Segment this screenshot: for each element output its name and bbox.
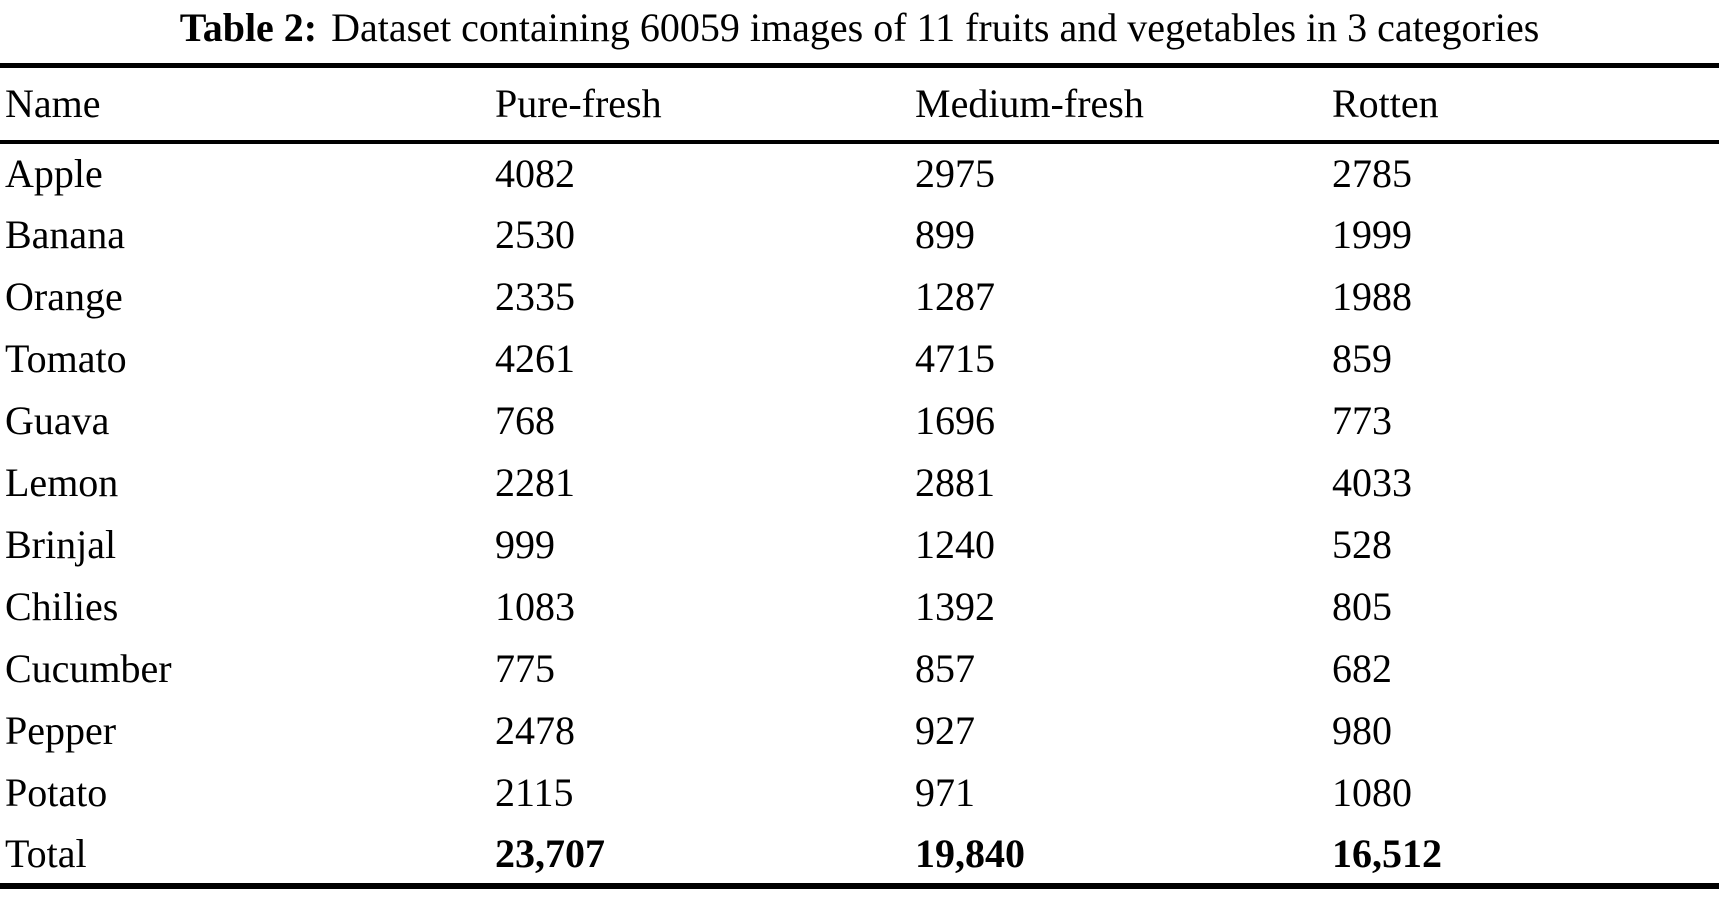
cell-medium-fresh: 1392	[915, 584, 995, 629]
cell-rotten: 1080	[1332, 770, 1412, 815]
cell-rotten: 805	[1332, 584, 1392, 629]
cell-name: Apple	[5, 151, 103, 196]
column-header-name: Name	[5, 81, 101, 127]
cell-medium-fresh: 1696	[915, 398, 995, 443]
cell-medium-fresh: 2881	[915, 460, 995, 505]
cell-medium-fresh: 971	[915, 770, 975, 815]
cell-medium-fresh: 899	[915, 212, 975, 257]
cell-medium-fresh: 1240	[915, 522, 995, 567]
table-row	[0, 762, 1719, 824]
cell-pure-fresh: 999	[495, 522, 555, 567]
total-rotten: 16,512	[1332, 830, 1442, 876]
table-row	[0, 204, 1719, 266]
table-row	[0, 514, 1719, 576]
cell-medium-fresh: 927	[915, 708, 975, 753]
cell-medium-fresh: 857	[915, 646, 975, 691]
cell-rotten: 682	[1332, 646, 1392, 691]
cell-name: Tomato	[5, 336, 127, 381]
cell-rotten: 4033	[1332, 460, 1412, 505]
cell-pure-fresh: 768	[495, 398, 555, 443]
total-label: Total	[5, 830, 87, 876]
cell-pure-fresh: 2335	[495, 274, 575, 319]
cell-rotten: 1988	[1332, 274, 1412, 319]
table-header-row	[0, 66, 1719, 142]
cell-medium-fresh: 4715	[915, 336, 995, 381]
cell-rotten: 528	[1332, 522, 1392, 567]
cell-name: Orange	[5, 274, 123, 319]
cell-pure-fresh: 2478	[495, 708, 575, 753]
table-row	[0, 266, 1719, 328]
table-row	[0, 452, 1719, 514]
cell-medium-fresh: 2975	[915, 151, 995, 196]
table-row	[0, 142, 1719, 204]
cell-pure-fresh: 775	[495, 646, 555, 691]
dataset-table	[0, 63, 1719, 889]
cell-name: Potato	[5, 770, 108, 815]
cell-rotten: 2785	[1332, 151, 1412, 196]
cell-pure-fresh: 2281	[495, 460, 575, 505]
cell-rotten: 859	[1332, 336, 1392, 381]
table-caption-label: Table 2:	[179, 5, 318, 50]
cell-name: Chilies	[5, 584, 119, 629]
total-medium-fresh: 19,840	[915, 830, 1025, 876]
cell-pure-fresh: 2115	[495, 770, 574, 815]
table-row	[0, 328, 1719, 390]
table-row	[0, 638, 1719, 700]
cell-name: Cucumber	[5, 646, 172, 691]
cell-name: Lemon	[5, 460, 119, 505]
table-header	[0, 66, 1719, 142]
table-caption-text: Dataset containing 60059 images of 11 fruits and vegetables in 3 categories	[331, 5, 1540, 50]
cell-name: Banana	[5, 212, 125, 257]
table-body	[0, 142, 1719, 886]
cell-rotten: 980	[1332, 708, 1392, 753]
cell-pure-fresh: 4082	[495, 151, 575, 196]
cell-name: Brinjal	[5, 522, 117, 567]
table-caption	[0, 0, 1719, 63]
cell-rotten: 1999	[1332, 212, 1412, 257]
column-header-rotten: Rotten	[1332, 81, 1439, 127]
column-header-pure-fresh: Pure-fresh	[495, 81, 662, 127]
table-total-row	[0, 824, 1719, 886]
cell-name: Pepper	[5, 708, 117, 753]
column-header-medium-fresh: Medium-fresh	[915, 81, 1144, 127]
cell-rotten: 773	[1332, 398, 1392, 443]
cell-pure-fresh: 4261	[495, 336, 575, 381]
total-pure-fresh: 23,707	[495, 830, 605, 876]
table-row	[0, 700, 1719, 762]
cell-name: Guava	[5, 398, 110, 443]
table-row	[0, 390, 1719, 452]
cell-pure-fresh: 1083	[495, 584, 575, 629]
table-row	[0, 576, 1719, 638]
cell-pure-fresh: 2530	[495, 212, 575, 257]
cell-medium-fresh: 1287	[915, 274, 995, 319]
